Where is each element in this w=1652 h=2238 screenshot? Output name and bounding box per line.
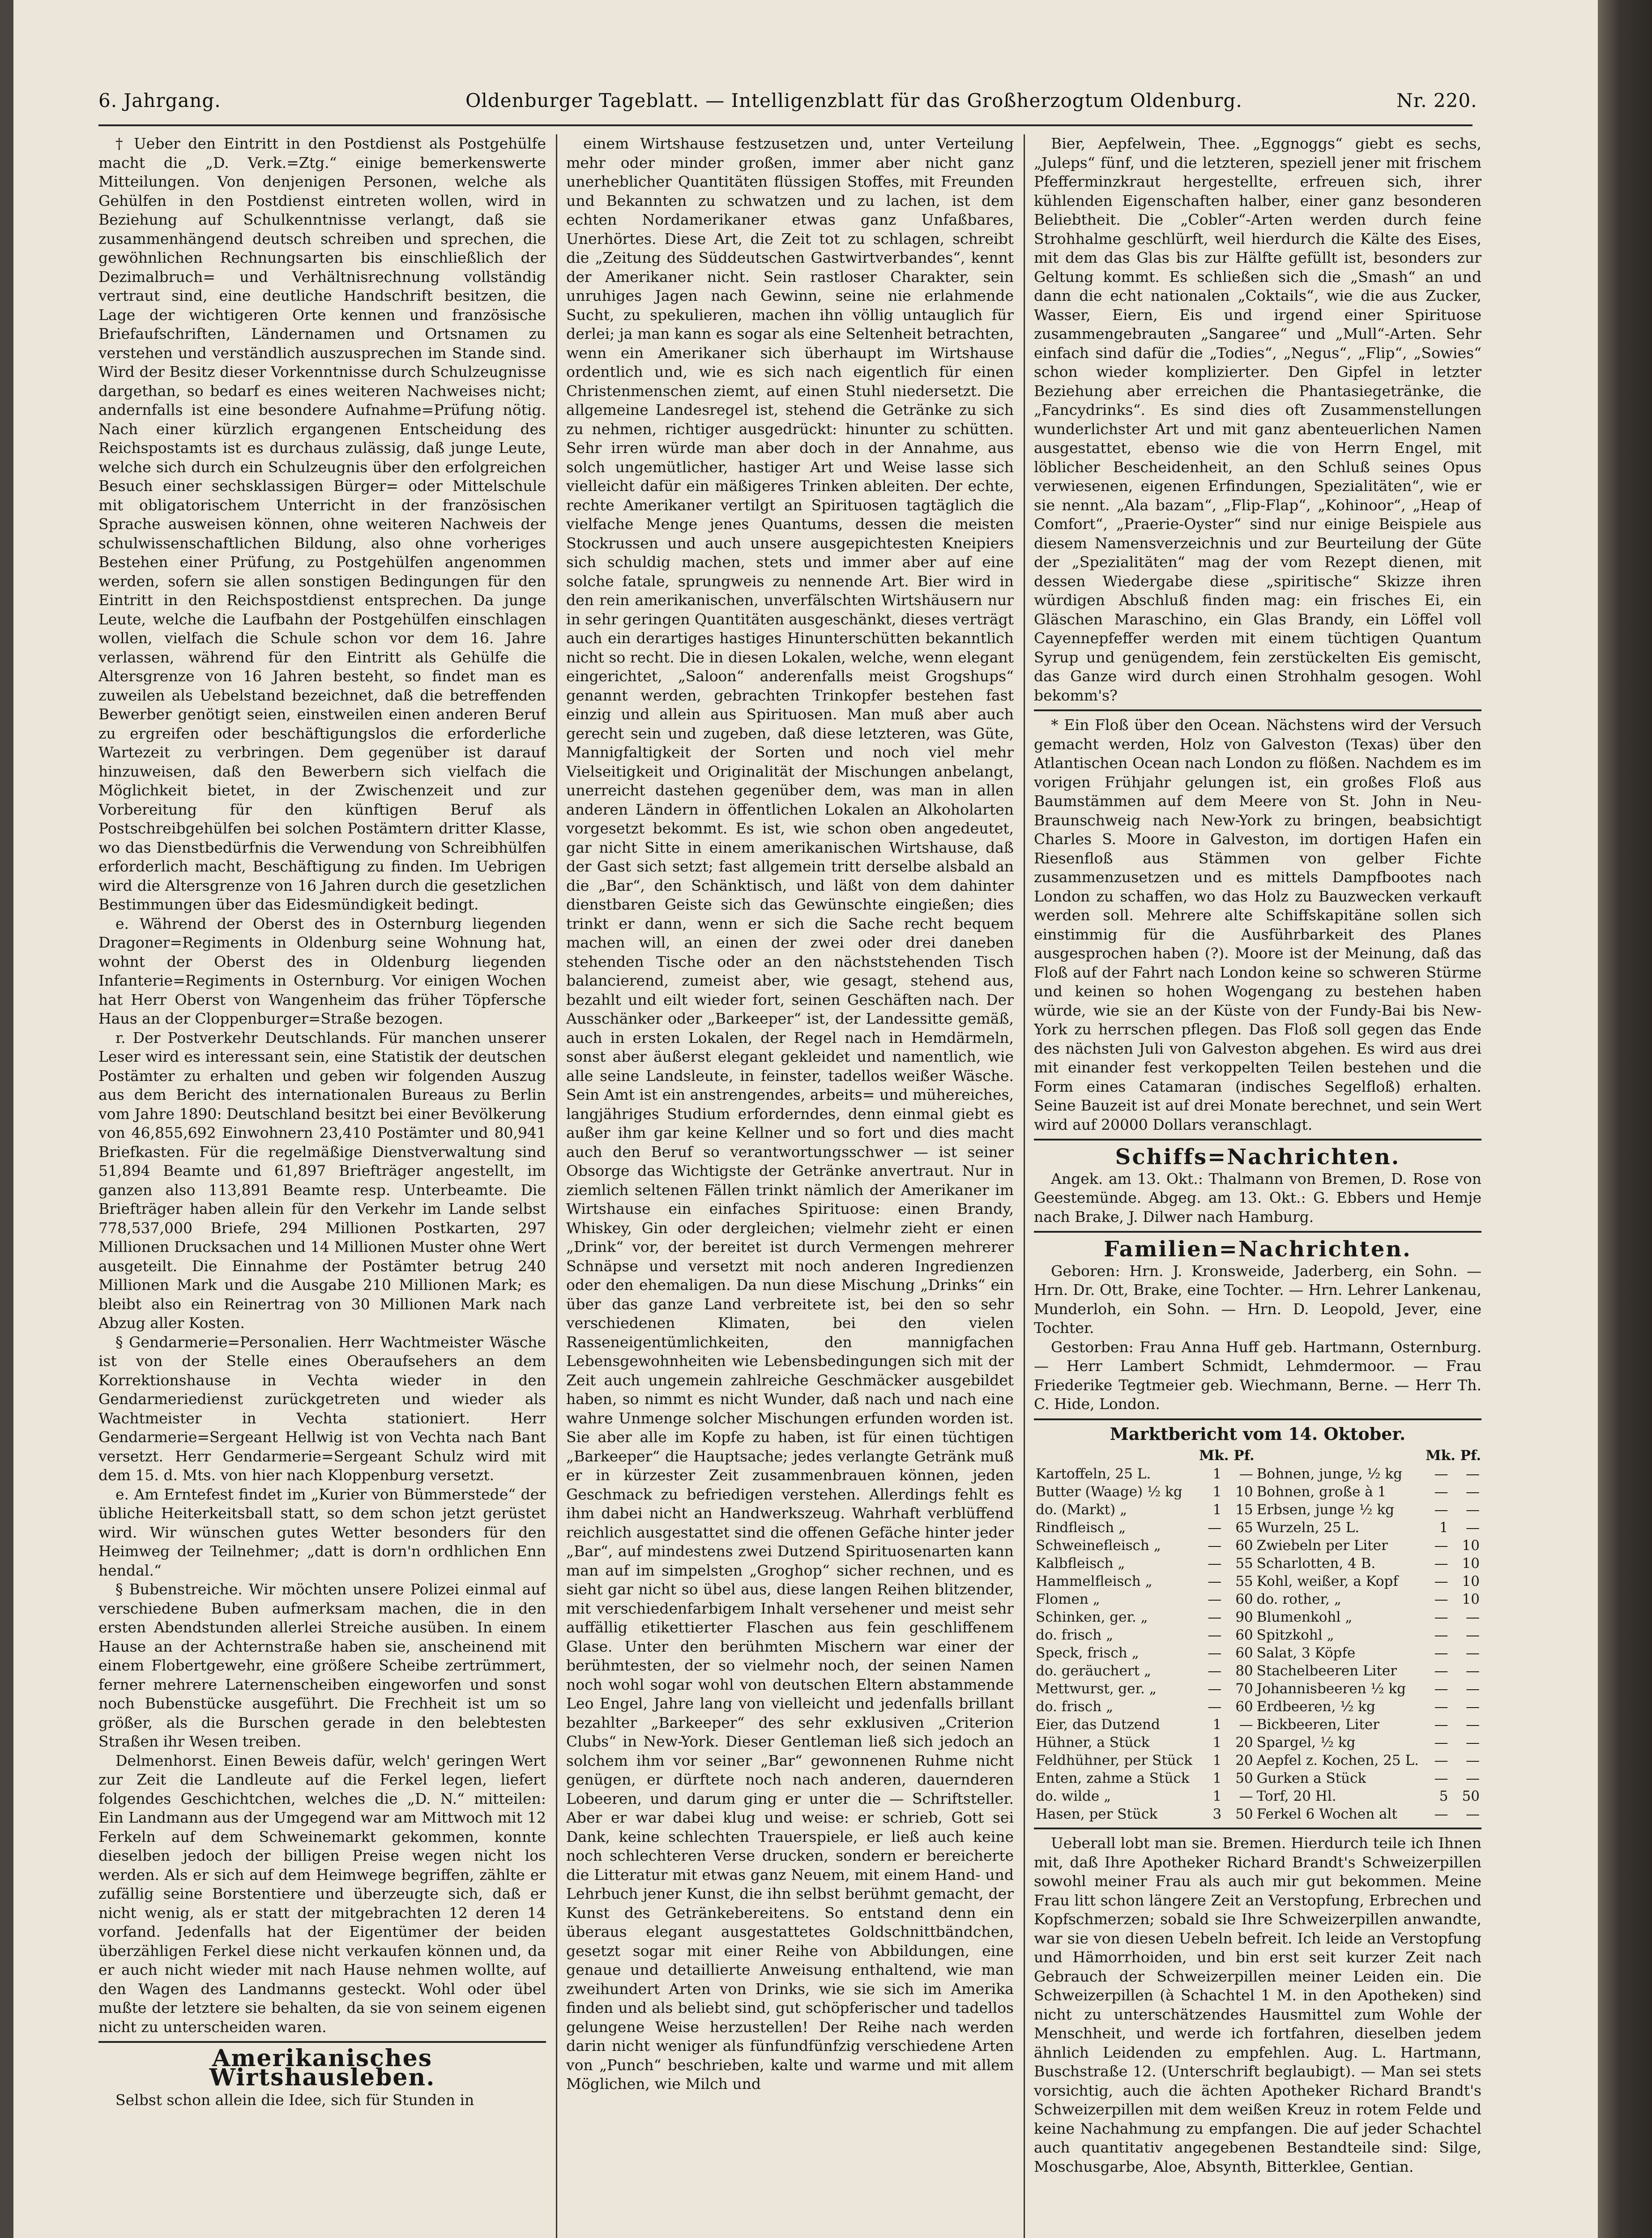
- market-mark: —: [1208, 1538, 1222, 1554]
- market-item: do. frisch „: [1036, 1627, 1114, 1643]
- market-mark: —: [1208, 1609, 1222, 1625]
- feuilleton-body: einem Wirtshause festzusetzen und, unter Verteilung mehr oder minder großen, immer aber nicht ganz unerheblicher Quantitäten flüssigen Stoffes, mit Freunden und Bekannten zu schwatzen und zu lachen, ist dem echten Nordamerikaner etwas ganz Unfaßbares, Unerhörtes. Diese Art, die Zeit tot zu schlagen, schreibt die „Zeitung des Süddeutschen Gastwirtverbandes“, kennt der Amerikaner nicht. Sein rastloser Charakter, sein unruhiges Jagen nach Gewinn, seine nie erlahmende Sucht, zu spekulieren, machen ihn völlig untauglich für derlei; ja man kann es sogar als eine Seltenheit betrachten, wenn ein Amerikaner sich überhaupt im Wirtshause ordentlich und, wie es sich nach eigentlich für einen Christenmenschen ziemt, auf einen Stuhl niedersetzt. Die allgemeine Landesregel ist, stehend die Getränke zu sich zu nehmen, richtiger ausgedrückt: hinunter zu schütten. Sehr irren würde man aber doch in der Annahme, aus solch ungemütlicher, hastiger Art und Weise lasse sich vielleicht dafür ein mäßigeres Trinken ableiten. Der echte, rechte Amerikaner vertilgt an Spirituosen tagtäglich die vielfache Menge jenes Quantums, dessen die meisten Stockrussen und auch unsere ausgepichtesten Kneipiers sich schuldig machen, stets und immer aber auf eine solche fatale, sprungweis zu nennende Art. Bier wird in den rein amerikanischen, unverfälschten Wirtshäusern nur in sehr geringen Quantitäten ausgeschänkt, dieses verträgt auch ein derartiges hastiges Hinunterschütten bekanntlich nicht so recht. Die in diesen Lokalen, welche, wenn elegant eingerichtet, „Saloon“ anderenfalls meist Grogshups“ genannt werden, gebrachten Trinkopfer bestehen fast einzig und allein aus Spirituosen. Man muß aber auch gerecht sein und zugeben, daß diese letzteren, was Güte, Mannigfaltigkeit der Sorten und noch viel mehr Vielseitigkeit und Originalität der Mischungen anbelangt, unerreicht dastehen gegenüber dem, was man in allen anderen Ländern in öffentlichen Lokalen an Alkoholarten vorgesetzt bekommt. Es ist, wie schon oben angedeutet, gar nicht Sitte in einem amerikanischen Wirtshause, daß der Gast sich setzt; fast allgemein tritt derselbe alsbald an die „Bar“, den Schänktisch, und läßt von dem dahinter dienstbaren Geiste sich das Gewünschte eingießen; dies trinkt er dann, wenn er sich die Sache recht bequem machen will, an einen der zwei oder drei daneben stehenden Tische oder an den nächststehenden Tisch balancierend, zumeist aber, wie gesagt, stehend aus, bezahlt und eilt wieder fort, seinen Geschäften nach. Der Ausschänker oder „Barkeeper“ ist, der Landessitte gemäß, auch in ersten Lokalen, der Regel nach in Hemdärmeln, sonst aber äußerst elegant gekleidet und namentlich, wie alle seine Landsleute, in feinster, tadellos weißer Wäsche. Sein Amt ist ein anstrengendes, arbeits= und mühereiches, langjähriges Studium erforderndes, denn einmal giebt es außer ihm gar keine Kellner und so fort und dies macht auch den Beruf so verantwortungsschwer — ist seiner Obsorge das Wichtigste der Getränke anvertraut. Nur in ziemlich seltenen Fällen trinkt nämlich der Amerikaner im Wirtshause ein einfaches Spirituose: einen Brandy, Whiskey, Gin oder dergleichen; vielmehr zieht er einen „Drink“ vor, der bereitet ist durch Vermengen mehrerer Schnäpse und versetzt mit noch anderen Ingredienzen oder den ehemaligen. Da nun diese Mischung „Drinks“ ein über das ganze Land verbreitete ist, bei den so sehr verschiedenen Klimaten, bei den vielen Rasseneigentümlichkeiten, den mannigfachen Lebensgewohnheiten wie Lebensbedingungen sich mit der Zeit auch ungemein zahlreiche Geschmäcker ausgebildet haben, so nimmt es nicht Wunder, daß nach und nach eine wahre Unmenge solcher Mischungen erfunden worden ist. Sie aber alle im Kopfe zu haben, ist für einen tüchtigen „Barkeeper“ die Hauptsache; jedes verlangte Getränk muß er in kürzester Zeit zusammenbrauen können, jeden Geschmack zu befriedigen verstehen. Allerdings fehlt es ihm dabei nicht an Handwerkszeug. Wahrhaft verblüffend reichlich ausgestattet sind die offenen Gefäche hinter jeder „Bar“, auf mindestens zwei Dutzend Spirituosenarten kann man auf im simpelsten „Groghop“ sicher rechnen, und es sieht gar nicht so übel aus, diese langen Reihen blitzender, mit verschiedenfarbigem Inhalt versehener und meist sehr auffällig etikettierter Flaschen aus fein geschliffenem Glase. Unter den berühmten Mischern war einer der berühmtesten, der so vielmehr noch, der seinen Namen noch wohl sogar wohl von deutschen Eltern abstammende Leo Engel, Jahre lang von vielleicht und jedenfalls brillant bezahlter „Barkeeper“ des sehr exklusiven „Criterion Clubs“ in New-York. Dieser Gentleman ließ sich jedoch an solchem ihm vor seiner „Bar“ gewonnenen Ruhme nicht genügen, er dürftete noch nach anderen, dauernderen Lobeeren, und darum ging er unter die — Schriftsteller. Aber er war dabei klug und weise: er schrieb, Gott sei Dank, keine schlechten Trauerspiele, er ließ auch keine noch schlechteren Verse drucken, sondern er bereicherte die Litteratur mit etwas ganz Neuem, mit einem Hand- und Lehrbuch jener Kunst, die ihn selbst berühmt gemacht, der Kunst des Getränkebereitens. So entstand denn ein überaus elegant ausgestattetes Goldschnittbändchen, gesetzt sogar mit einer Reihe von Abbildungen, eine genaue und detaillierte Anweisung enthaltend, wie man zweihundert Arten von Drinks, wie sie sich im Amerika finden und als beliebt sind, gut schöpferischer und tadellos gelungene Weise herzustellen! Der Reihe nach werden darin nicht weniger als fünfundfünfzig verschiedene Arten von „Punch“ beschrieben, kalte und warme und mit allem Möglichen, wie Milch und: [566, 135, 1014, 2093]
- market-mark: —: [1434, 1734, 1448, 1751]
- market-mark: 1: [1212, 1466, 1222, 1482]
- market-row: [1034, 1769, 1481, 1787]
- market-mark: 1: [1439, 1520, 1448, 1536]
- book-binding: [1598, 0, 1652, 2238]
- column-3: [1034, 134, 1481, 2238]
- market-item: do. (Markt) „: [1036, 1502, 1127, 1518]
- section-divider: [1034, 1418, 1481, 1420]
- market-row: [1034, 1805, 1481, 1823]
- market-item: Zwiebeln per Liter: [1256, 1538, 1388, 1554]
- market-pfennig: 20: [1235, 1752, 1253, 1768]
- issue-number: Nr. 220.: [1396, 90, 1477, 111]
- market-row: [1034, 1537, 1481, 1555]
- market-item: Kartoffeln, 25 L.: [1036, 1466, 1151, 1482]
- market-pfennig: 60: [1235, 1591, 1253, 1607]
- market-mark: —: [1434, 1609, 1448, 1625]
- article-floss: * Ein Floß über den Ocean. Nächstens wird der Versuch gemacht werden, Holz von Galveston (Texas) über den Atlantischen Ocean nach London zu flößen. Nachdem es im vorigen Frühjahr gelungen ist, ein großes Floß aus Baumstämmen auf dem Meere von St. John in Neu-Braunschweig nach New-York zu bringen, beabsichtigt Charles S. Moore in Galveston, im dortigen Hafen ein Riesenfloß aus Stämmen von gelber Fichte zusammenzusetzen und es mittels Dampfbootes nach London zu schaffen, wo das Holz zu Bauzwecken verkauft werden soll. Mehrere alte Schiffskapitäne sollen sich einstimmig für die Ausführbarkeit des Planes ausgesprochen haben (?). Moore ist der Meinung, daß das Floß auf der Fahrt nach London keine so schweren Stürme und keinen so hohen Wogengang zu bestehen haben würde, wie sie an der Küste von der Fundy-Bai bis New-York zu herrschen pflegen. Das Floß soll gegen das Ende des nächsten Juli von Galveston abgehen. Es wird aus drei mit einander fest verkoppelten Teilen bestehen und die Form eines Catamaran (indisches Segelfloß) erhalten. Seine Bauzeit ist auf drei Monate berechnet, und sein Wert wird auf 20000 Dollars veranschlagt.: [1034, 716, 1481, 1133]
- market-pfennig: —: [1466, 1645, 1480, 1661]
- market-mark: 1: [1212, 1734, 1222, 1751]
- market-item: Torf, 20 Hl.: [1256, 1788, 1336, 1804]
- market-item: Enten, zahme a Stück: [1036, 1770, 1190, 1786]
- volume-label: 6. Jahrgang.: [98, 90, 221, 111]
- section-divider: [1034, 1231, 1481, 1233]
- market-item: do. geräuchert „: [1036, 1663, 1151, 1679]
- market-pfennig: —: [1239, 1788, 1253, 1804]
- market-pfennig: 10: [1462, 1538, 1480, 1554]
- market-pfennig: 60: [1235, 1627, 1253, 1643]
- column-2: [566, 134, 1014, 2238]
- market-row: [1034, 1787, 1481, 1805]
- market-mark: 1: [1212, 1770, 1222, 1786]
- market-item: Feldhühner, per Stück: [1036, 1752, 1192, 1768]
- market-mark: 1: [1212, 1752, 1222, 1768]
- article-gendarmerie: § Gendarmerie=Personalien. Herr Wachtmeister Wäsche ist von der Stelle eines Oberaufsehers an dem Korrektionshause in Vechta wieder in den Gendarmeriedienst zurückgetreten und wieder als Wachtmeister in Vechta stationiert. Herr Gendarmerie=Sergeant Hellwig ist von Vechta nach Bant versetzt. Herr Gendarmerie=Sergeant Schulz wird mit dem 15. d. Mts. von hier nach Kloppenburg versetzt.: [98, 1333, 546, 1484]
- market-mark: —: [1434, 1573, 1448, 1589]
- market-pfennig: 80: [1235, 1663, 1253, 1679]
- market-item: Bohnen, große à 1: [1256, 1484, 1387, 1500]
- market-item: Spargel, ½ kg: [1256, 1734, 1356, 1751]
- market-mark: 1: [1212, 1788, 1222, 1804]
- market-row: [1034, 1698, 1481, 1716]
- section-divider: [1034, 709, 1481, 711]
- market-mark: —: [1208, 1591, 1222, 1607]
- market-item: Hammelfleisch „: [1036, 1573, 1153, 1589]
- market-pfennig: 50: [1235, 1806, 1253, 1822]
- article-delmenhorst: Delmenhorst. Einen Beweis dafür, welch' geringen Wert zur Zeit die Landleute auf die Ferkel legen, liefert folgendes Geschichtchen, welches die „D. N.“ mitteilen: Ein Landmann aus der Umgegend war am Mittwoch mit 12 Ferkeln auf dem Schweinemarkt gekommen, konnte dieselben jedoch der billigen Preise wegen nicht los werden. Als er sich auf dem Heimwege begriffen, zählte er zufällig seine Borstentiere und überzeugte sich, daß er nicht wenig, als er statt der mitgebrachten 12 deren 14 vorfand. Jedenfalls hat der Eigentümer der beiden überzähligen Ferkel diese nicht verkaufen können und, da er auch nicht wieder mit nach Hause nehmen wollte, auf den Wagen des Landmanns gesteckt. Wohl oder übel mußte der letztere sie behalten, da sie von seinem eigenen nicht zu unterscheiden waren.: [98, 1751, 546, 2036]
- market-row: [1034, 1626, 1481, 1644]
- article-erntefest: e. Am Erntefest findet im „Kurier von Bümmerstede“ der übliche Heiterkeitsball statt, so dem schon jetzt gerüstet wird. Wir wünschen gutes Wetter besonders für den Heimweg der Teilnehmer; „datt is dorn'n ordhlichen Enn hendal.“: [98, 1485, 546, 1579]
- section-divider: [98, 2041, 546, 2043]
- market-unit-right: Mk. Pf.: [1426, 1448, 1481, 1464]
- column-1: [98, 134, 546, 2238]
- market-item: Bickbeeren, Liter: [1256, 1717, 1379, 1733]
- market-row: [1034, 1751, 1481, 1769]
- market-mark: —: [1434, 1717, 1448, 1733]
- market-pfennig: —: [1466, 1699, 1480, 1715]
- market-item: Johannisbeeren ½ kg: [1256, 1681, 1406, 1697]
- market-mark: 1: [1212, 1502, 1222, 1518]
- market-mark: 5: [1439, 1788, 1448, 1804]
- feuilleton-heading: Amerikanisches Wirtshausleben.: [209, 2045, 435, 2091]
- market-mark: —: [1208, 1645, 1222, 1661]
- advertisement: Ueberall lobt man sie. Bremen. Hierdurch teile ich Ihnen mit, daß Ihre Apotheker Richard Brandt's Schweizerpillen sowohl meiner Frau als auch mir gut bekommen. Meine Frau litt schon längere Zeit an Verstopfung, Erbrechen und Kopfschmerzen; sobald sie Ihre Schweizerpillen anwandte, war sie von diesen Uebeln befreit. Ich leide an Verstopfung und Hämorrhoiden, und bin erst seit kurzer Zeit nach Gebrauch der Schweizerpillen meiner Leiden ein. Die Schweizerpillen (à Schachtel 1 M. in den Apotheken) sind nicht zu unterschätzendes Hausmittel zum Wohle der Menschheit, und werde ich fortfahren, dieselben jedem ähnlich Leidenden zu empfehlen. Aug. L. Hartmann, Buschstraße 12. (Unterschrift beglaubigt). — Man sei stets vorsichtig, auch die ächten Apotheker Richard Brandt's Schweizerpillen mit dem weißen Kreuz in rotem Felde und keine Nachahmung zu empfangen. Die auf jeder Schachtel auch quantitativ angegebenen Bestandteile sind: Silge, Moschusgarbe, Aloe, Absynth, Bitterklee, Gentian.: [1034, 1834, 1481, 2175]
- market-mark: —: [1434, 1752, 1448, 1768]
- market-item: Hühner, a Stück: [1036, 1734, 1150, 1751]
- market-mark: —: [1208, 1681, 1222, 1697]
- market-mark: —: [1434, 1538, 1448, 1554]
- newspaper-page: [13, 0, 1598, 2238]
- masthead: [98, 85, 1477, 121]
- market-pfennig: —: [1466, 1627, 1480, 1643]
- market-report-heading: Marktbericht vom 14. Oktober.: [1110, 1423, 1406, 1444]
- market-pfennig: —: [1466, 1663, 1480, 1679]
- article-bubenstreiche: § Bubenstreiche. Wir möchten unsere Polizei einmal auf verschiedene Buben aufmerksam machen, die in den ersten Abendstunden allerlei Streiche ausüben. In einem Hause an der Achternstraße haben sie, anscheinend mit einem Flobertgewehr, eine größere Scheibe zertrümmert, ferner mehrere Laternenscheiben eingeworfen und sonst noch Bubenstücke ausgeführt. Die Frechheit ist um so größer, als die Burschen gerade in den belebtesten Straßen ihr Wesen treiben.: [98, 1580, 546, 1750]
- market-pfennig: 60: [1235, 1538, 1253, 1554]
- market-pfennig: 10: [1235, 1484, 1253, 1500]
- market-pfennig: —: [1239, 1466, 1253, 1482]
- header-rule: [98, 124, 1473, 126]
- market-pfennig: 10: [1462, 1591, 1480, 1607]
- market-row: [1034, 1465, 1481, 1483]
- market-row: [1034, 1608, 1481, 1626]
- market-row: [1034, 1483, 1481, 1501]
- ship-news-text: Angek. am 13. Okt.: Thalmann von Bremen, D. Rose von Geestemünde. Abgeg. am 13. Okt.: G. Ebbers und Hemje nach Brake, J. Dilwer nach Hamburg.: [1034, 1170, 1481, 1226]
- market-item: do. frisch „: [1036, 1699, 1114, 1715]
- market-mark: —: [1208, 1573, 1222, 1589]
- market-row: [1034, 1501, 1481, 1519]
- column-divider-2: [1024, 134, 1025, 2238]
- feuilleton-start: Selbst schon allein die Idee, sich für Stunden in: [115, 2091, 474, 2109]
- section-divider: [1034, 1139, 1481, 1140]
- article-postverkehr: r. Der Postverkehr Deutschlands. Für manchen unserer Leser wird es interessant sein, eine Statistik der deutschen Postämter zu erhalten und geben wir folgenden Auszug aus dem Bericht des internationalen Bureaus zu Berlin vom Jahre 1890: Deutschland besitzt bei einer Bevölkerung von 46,855,692 Einwohnern 23,410 Postämter und 80,941 Briefkasten. Für die regelmäßige Dienstverwaltung sind 51,894 Beamte und 61,897 Briefträger angestellt, im ganzen also 113,891 Beamte resp. Unterbeamte. Die Briefträger haben allein für den Verkehr im Lande selbst 778,537,000 Briefe, 294 Millionen Postkarten, 297 Millionen Drucksachen und 14 Millionen Muster ohne Wert ausgeteilt. Die Einnahme der Postämter betrug 240 Millionen Mark und die Ausgabe 210 Millionen Mark; es bleibt also ein Reinertrag von 30 Millionen Mark nach Abzug aller Kosten.: [98, 1029, 546, 1332]
- market-pfennig: 70: [1235, 1681, 1253, 1697]
- market-item: Speck, frisch „: [1036, 1645, 1139, 1661]
- article-postdienst: † Ueber den Eintritt in den Postdienst als Postgehülfe macht die „D. Verk.=Ztg.“ einige bemerkenswerte Mitteilungen. Von denjenigen Personen, welche als Gehülfen in den Postdienst eintreten wollen, wird in Beziehung auf Schulkenntnisse verlangt, daß sie zusammenhängend deutsch schreiben und sprechen, die gewöhnlichen Rechnungsarten bis einschließlich der Dezimalbruch= und Verhältnisrechnung vollständig vertraut sind, eine deutliche Handschrift besitzen, die Lage der wichtigeren Orte kennen und französische Briefaufschriften, Ländernamen und Ortsnamen zu verstehen und verständlich auszusprechen im Stande sind. Wird der Besitz dieser Vorkenntnisse durch Schulzeugnisse dargethan, so bedarf es eines weiteren Nachweises nicht; andernfalls ist eine besondere Aufnahme=Prüfung nötig. Nach einer kürzlich ergangenen Entscheidung des Reichspostamts ist es durchaus zulässig, daß junge Leute, welche sich durch ein Schulzeugnis über den erfolgreichen Besuch einer sechsklassigen Bürger= oder Mittelschule mit obligatorischem Unterricht in der französischen Sprache ausweisen können, ohne weiteren Nachweis der schulwissenschaftlichen Bildung, also ohne vorheriges Bestehen einer Prüfung, zu Postgehülfen angenommen werden, sofern sie allen sonstigen Bedingungen für den Eintritt in den Reichspostdienst entsprechen. Da junge Leute, welche die Laufbahn der Postgehülfen einschlagen wollen, vielfach die Schule schon vor dem 16. Jahre verlassen, während für den Eintritt als Gehülfe die Altersgrenze von 16 Jahren besteht, so findet man es zuweilen als Uebelstand bezeichnet, daß die betreffenden Bewerber genötigt seien, einstweilen einen anderen Beruf zu ergreifen oder beschäftigungslos die erforderliche Wartezeit zu verbringen. Dem gegenüber ist darauf hinzuweisen, daß den Bewerbern sich vielfach die Möglichkeit bietet, in der Zwischenzeit und zur Vorbereitung für den künftigen Beruf als Postschreibgehülfen bei solchen Postämtern dritter Klasse, wo das Dienstbedürfnis die Verwendung von Schreibhülfen erforderlich macht, Beschäftigung zu finden. Im Uebrigen wird die Altersgrenze von 16 Jahren durch die gesetzlichen Bestimmungen über das Eidesmündigkeit bedingt.: [98, 135, 546, 913]
- market-item: Salat, 3 Köpfe: [1256, 1645, 1356, 1661]
- market-mark: 1: [1212, 1484, 1222, 1500]
- market-item: Schweinefleisch „: [1036, 1538, 1161, 1554]
- market-pfennig: 10: [1462, 1573, 1480, 1589]
- market-pfennig: 55: [1235, 1555, 1253, 1572]
- market-pfennig: —: [1466, 1734, 1480, 1751]
- market-mark: —: [1434, 1681, 1448, 1697]
- market-mark: —: [1434, 1484, 1448, 1500]
- market-pfennig: —: [1239, 1717, 1253, 1733]
- market-item: Scharlotten, 4 B.: [1256, 1555, 1376, 1572]
- market-row: [1034, 1644, 1481, 1662]
- market-item: Mettwurst, ger. „: [1036, 1681, 1157, 1697]
- market-mark: —: [1434, 1645, 1448, 1661]
- market-mark: —: [1434, 1663, 1448, 1679]
- market-pfennig: —: [1466, 1681, 1480, 1697]
- market-row: [1034, 1555, 1481, 1572]
- market-pfennig: —: [1466, 1609, 1480, 1625]
- market-pfennig: 15: [1235, 1502, 1253, 1518]
- market-mark: —: [1208, 1627, 1222, 1643]
- market-item: Schinken, ger. „: [1036, 1609, 1148, 1625]
- market-item: Gurken a Stück: [1256, 1770, 1366, 1786]
- market-pfennig: 60: [1235, 1645, 1253, 1661]
- market-mark: —: [1208, 1663, 1222, 1679]
- market-item: Kalbfleisch „: [1036, 1555, 1125, 1572]
- market-item: Hasen, per Stück: [1036, 1806, 1158, 1822]
- market-mark: —: [1434, 1591, 1448, 1607]
- market-pfennig: 65: [1235, 1520, 1253, 1536]
- market-mark: —: [1434, 1466, 1448, 1482]
- market-pfennig: 50: [1235, 1770, 1253, 1786]
- family-news-died: Gestorben: Frau Anna Huff geb. Hartmann, Osternburg. — Herr Lambert Schmidt, Lehmdermoor. — Frau Friederike Tegtmeier geb. Wiechmann, Berne. — Herr Th. C. Hide, London.: [1034, 1338, 1481, 1413]
- market-pfennig: 60: [1235, 1699, 1253, 1715]
- market-item: Aepfel z. Kochen, 25 L.: [1256, 1752, 1419, 1768]
- market-pfennig: —: [1466, 1484, 1480, 1500]
- market-pfennig: —: [1466, 1752, 1480, 1768]
- market-item: Wurzeln, 25 L.: [1256, 1520, 1360, 1536]
- market-mark: —: [1434, 1770, 1448, 1786]
- market-row: [1034, 1662, 1481, 1680]
- market-pfennig: —: [1466, 1806, 1480, 1822]
- market-pfennig: —: [1466, 1717, 1480, 1733]
- market-mark: —: [1208, 1699, 1222, 1715]
- market-mark: —: [1434, 1502, 1448, 1518]
- family-news-heading: Familien=Nachrichten.: [1104, 1237, 1412, 1262]
- market-item: Bohnen, junge, ½ kg: [1256, 1466, 1403, 1482]
- market-row: [1034, 1590, 1481, 1608]
- market-item: Erdbeeren, ½ kg: [1256, 1699, 1375, 1715]
- market-pfennig: 55: [1235, 1573, 1253, 1589]
- market-item: Blumenkohl „: [1256, 1609, 1353, 1625]
- market-pfennig: 90: [1235, 1609, 1253, 1625]
- market-item: Stachelbeeren Liter: [1256, 1663, 1397, 1679]
- family-news-born: Geboren: Hrn. J. Kronsweide, Jaderberg, ein Sohn. — Hrn. Dr. Ott, Brake, eine Tochter. — Hrn. Lehrer Lankenau, Munderloh, ein Sohn. — Hrn. D. Leopold, Jever, eine Tochter.: [1034, 1262, 1481, 1337]
- market-item: Erbsen, junge ½ kg: [1256, 1502, 1394, 1518]
- column-divider-1: [556, 134, 557, 2238]
- market-item: Ferkel 6 Wochen alt: [1256, 1806, 1397, 1822]
- market-pfennig: 50: [1462, 1788, 1480, 1804]
- market-item: do. wilde „: [1036, 1788, 1111, 1804]
- market-item: Butter (Waage) ½ kg: [1036, 1484, 1182, 1500]
- article-oberst: e. Während der Oberst des in Osternburg liegenden Dragoner=Regiments in Oldenburg seine Wohnung hat, wohnt der Oberst des in Oldenburg liegenden Infanterie=Regiments in Osternburg. Vor einigen Wochen hat Herr Oberst von Wangenheim das früher Töpfersche Haus an der Cloppenburger=Straße bezogen.: [98, 914, 546, 1027]
- market-mark: —: [1208, 1555, 1222, 1572]
- market-pfennig: —: [1466, 1520, 1480, 1536]
- market-mark: 1: [1212, 1717, 1222, 1733]
- market-pfennig: 10: [1462, 1555, 1480, 1572]
- market-row: [1034, 1734, 1481, 1751]
- market-item: Rindfleisch „: [1036, 1520, 1126, 1536]
- section-divider: [1034, 1828, 1481, 1829]
- market-mark: —: [1434, 1699, 1448, 1715]
- market-report-table: [1034, 1446, 1481, 1823]
- newspaper-title: Oldenburger Tageblatt. — Intelligenzblatt für das Großherzogtum Oldenburg.: [465, 90, 1242, 111]
- market-pfennig: —: [1466, 1770, 1480, 1786]
- market-item: do. rother, „: [1256, 1591, 1341, 1607]
- market-item: Kohl, weißer, a Kopf: [1256, 1573, 1398, 1589]
- market-pfennig: —: [1466, 1502, 1480, 1518]
- market-mark: —: [1434, 1555, 1448, 1572]
- ship-news-heading: Schiffs=Nachrichten.: [1115, 1145, 1400, 1170]
- market-item: Flomen „: [1036, 1591, 1100, 1607]
- market-item: Spitzkohl „: [1256, 1627, 1334, 1643]
- market-pfennig: 20: [1235, 1734, 1253, 1751]
- market-pfennig: —: [1466, 1466, 1480, 1482]
- market-item: Eier, das Dutzend: [1036, 1717, 1160, 1733]
- market-unit-left: Mk. Pf.: [1199, 1448, 1255, 1464]
- market-row: [1034, 1680, 1481, 1698]
- market-mark: —: [1434, 1806, 1448, 1822]
- market-mark: 3: [1212, 1806, 1222, 1822]
- market-row: [1034, 1716, 1481, 1734]
- market-row: [1034, 1572, 1481, 1590]
- market-mark: —: [1208, 1520, 1222, 1536]
- market-row: [1034, 1519, 1481, 1537]
- feuilleton-end: Bier, Aepfelwein, Thee. „Eggnoggs“ giebt es sechs, „Juleps“ fünf, und die letzteren, speziell jener mit frischem Pfefferminzkraut hergestellte, erfreuen sich, ihrer kühlenden Eigenschaften halber, einer ganz besonderen Beliebtheit. Die „Cobler“-Arten werden durch feine Strohhalme geschlürft, weil hierdurch die Kälte des Eises, mit dem das Glas bis zur Hälfte gefüllt ist, besonders zur Geltung kommt. Es schließen sich die „Smash“ an und dann die echt nationalen „Coktails“, wie die aus Zucker, Wasser, Eiern, Eis und irgend einer Spirituose zusammengebrauten „Sangaree“ und „Mull“-Arten. Sehr einfach sind dafür die „Todies“, „Negus“, „Flip“, „Sowies“ schon wieder komplizierter. Den Gipfel in letzter Beziehung aber erreichen die Phantasiegetränke, die „Fancydrinks“. Es sind dies oft Zusammenstellungen wunderlichster Art und mit ganz abenteuerlichen Namen ausgestattet, ebenso wie die von Herrn Engel, mit löblicher Bescheidenheit, an den Schluß seines Opus verwiesenen, eigenen Erfindungen, Spezialitäten“, wie er sie nennt. „Ala bazam“, „Flip-Flap“, „Kohinoor“, „Heap of Comfort“, „Praerie-Oyster“ sind nur einige Beispiele aus diesem Namensverzeichnis und zur Beurteilung der Güte der „Spezialitäten“ mag der vom Rezept dienen, mit dessen Wiedergabe diese „spiritische“ Skizze ihren würdigen Abschluß finden mag: ein frisches Ei, ein Gläschen Maraschino, ein Glas Brandy, ein Löffel voll Cayennepfeffer werden mit einem tüchtigen Quantum Syrup und genügendem, fein zerstückelten Eis gemischt, das Ganze wird durch einen Strohhalm gesogen. Wohl bekomm's?: [1034, 135, 1481, 704]
- market-mark: —: [1434, 1627, 1448, 1643]
